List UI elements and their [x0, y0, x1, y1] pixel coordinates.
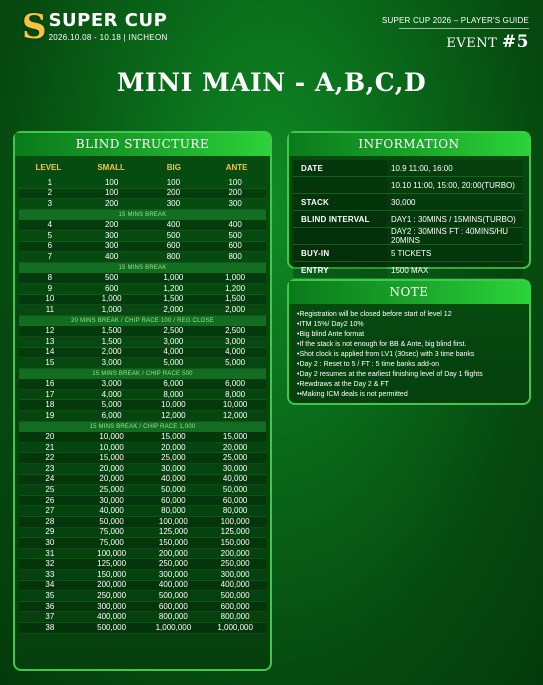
ante-cell: 25,000 — [222, 453, 248, 463]
note-panel — [287, 279, 531, 405]
blind-level-row — [19, 591, 266, 602]
blind-structure-panel — [13, 131, 272, 671]
note-item: •Shot clock is applied from LV1 (30sec) with 3 time banks — [297, 351, 475, 358]
level-cell: 37 — [45, 612, 55, 622]
ante-cell: 100,000 — [220, 516, 250, 526]
big-blind-cell: 800 — [166, 251, 181, 261]
small-blind-cell: 1,000 — [101, 304, 122, 314]
break-row: 15 MINS BREAK — [19, 210, 266, 221]
ante-cell: 300 — [228, 198, 242, 208]
logo-title: SUPER CUP — [48, 10, 168, 31]
blind-level-row — [19, 326, 266, 337]
small-blind-cell: 6,000 — [101, 410, 122, 420]
ante-cell: 20,000 — [222, 442, 248, 452]
note-item: •Day 2 resumes at the earliest finishing level of Day 1 flights — [297, 371, 483, 378]
info-row — [293, 177, 523, 194]
small-blind-cell: 300,000 — [97, 601, 127, 611]
blind-structure-title: BLIND STRUCTURE — [15, 133, 270, 156]
ante-cell: 800,000 — [220, 612, 250, 622]
col-small: SMALL — [97, 163, 125, 172]
small-blind-cell: 500,000 — [97, 622, 127, 632]
ante-cell: 200,000 — [220, 548, 250, 558]
big-blind-cell: 15,000 — [161, 432, 186, 442]
small-blind-cell: 100,000 — [97, 548, 127, 558]
big-blind-cell: 500,000 — [158, 590, 188, 600]
blind-level-row — [19, 432, 266, 443]
super-cup-logo — [22, 7, 168, 47]
big-blind-cell: 300,000 — [158, 569, 188, 579]
small-blind-cell: 20,000 — [99, 463, 124, 473]
blind-level-row — [19, 517, 266, 528]
blind-level-row — [19, 612, 266, 623]
blind-level-row — [19, 464, 266, 475]
level-cell: 29 — [45, 527, 55, 537]
blind-level-row — [19, 337, 266, 348]
big-blind-cell: 10,000 — [161, 400, 186, 410]
ante-cell: 4,000 — [225, 347, 246, 357]
small-blind-cell: 600 — [104, 283, 119, 293]
small-blind-cell: 200 — [104, 220, 119, 230]
info-value: DAY2 : 30MINS FT : 40MINS/HU 20MINS — [387, 228, 523, 244]
level-cell: 6 — [47, 241, 53, 251]
col-level: LEVEL — [35, 163, 62, 172]
info-row — [293, 228, 523, 245]
big-blind-cell: 50,000 — [161, 485, 186, 495]
big-blind-cell: 1,500 — [163, 294, 184, 304]
blind-column-headers — [15, 159, 270, 176]
blind-level-row — [19, 358, 266, 369]
small-blind-cell: 3,000 — [101, 379, 122, 389]
info-value: 10.9 11:00, 16:00 — [387, 160, 523, 176]
level-cell: 3 — [47, 198, 53, 208]
big-blind-cell: 60,000 — [161, 495, 186, 505]
blind-level-row — [19, 549, 266, 560]
big-blind-cell: 30,000 — [161, 463, 186, 473]
blind-level-row — [19, 305, 266, 316]
blind-level-row — [19, 485, 266, 496]
ante-cell: 400 — [228, 220, 242, 230]
ante-cell: 200 — [228, 188, 242, 198]
info-label: ENTRY — [293, 262, 387, 278]
small-blind-cell: 15,000 — [99, 453, 124, 463]
small-blind-cell: 10,000 — [99, 442, 124, 452]
blind-level-row — [19, 252, 266, 263]
level-cell: 14 — [45, 347, 55, 357]
small-blind-cell: 1,000 — [101, 294, 122, 304]
big-blind-cell: 5,000 — [163, 357, 184, 367]
big-blind-cell: 4,000 — [163, 347, 184, 357]
level-cell: 4 — [47, 220, 53, 230]
blind-level-row — [19, 379, 266, 390]
ante-cell: 125,000 — [220, 527, 250, 537]
level-cell: 8 — [47, 273, 53, 283]
blind-level-row — [19, 273, 266, 284]
big-blind-cell: 20,000 — [161, 442, 186, 452]
blind-level-row — [19, 411, 266, 422]
small-blind-cell: 125,000 — [97, 559, 127, 569]
logo-dates: 2026.10.08 - 10.18 | INCHEON — [48, 33, 168, 42]
level-cell: 27 — [45, 506, 55, 516]
blind-level-row — [19, 348, 266, 359]
level-cell: 9 — [47, 283, 53, 293]
event-number: EVENT #5 — [446, 32, 529, 52]
big-blind-cell: 1,200 — [163, 283, 184, 293]
blind-level-row — [19, 570, 266, 581]
note-list — [289, 304, 529, 406]
info-value: 5 TICKETS — [387, 245, 523, 261]
break-row: 15 MINS BREAK — [19, 263, 266, 274]
big-blind-cell: 1,000 — [163, 273, 184, 283]
blind-level-row — [19, 242, 266, 253]
ante-cell: 2,500 — [225, 326, 246, 336]
level-cell: 10 — [45, 294, 55, 304]
ante-cell: 800 — [228, 251, 242, 261]
ante-cell: 400,000 — [220, 580, 250, 590]
big-blind-cell: 600 — [166, 241, 181, 251]
blind-level-row — [19, 559, 266, 570]
page-title: MINI MAIN - A,B,C,D — [116, 68, 427, 97]
ante-cell: 15,000 — [222, 432, 248, 442]
big-blind-cell: 40,000 — [161, 474, 186, 484]
level-cell: 36 — [45, 601, 55, 611]
level-cell: 23 — [45, 463, 55, 473]
col-big: BIG — [166, 163, 181, 172]
blind-level-row — [19, 231, 266, 242]
small-blind-cell: 25,000 — [99, 485, 124, 495]
information-title: INFORMATION — [289, 133, 529, 156]
level-cell: 33 — [45, 569, 55, 579]
level-cell: 28 — [45, 516, 55, 526]
level-cell: 7 — [47, 251, 53, 261]
ante-cell: 150,000 — [220, 537, 250, 547]
level-cell: 24 — [45, 474, 55, 484]
ante-cell: 8,000 — [225, 389, 246, 399]
small-blind-cell: 100 — [104, 188, 119, 198]
info-value: 1500 MAX — [387, 262, 523, 278]
blind-level-row — [19, 496, 266, 507]
level-cell: 1 — [47, 177, 53, 187]
ante-cell: 60,000 — [222, 495, 248, 505]
big-blind-cell: 25,000 — [161, 453, 186, 463]
break-row: 15 MINS BREAK / CHIP RACE 500 — [19, 369, 266, 380]
small-blind-cell: 4,000 — [101, 389, 122, 399]
big-blind-cell: 300 — [166, 198, 181, 208]
note-item: •If the stack is not enough for BB & Ante, big blind first. — [297, 341, 467, 348]
ante-cell: 600,000 — [220, 601, 250, 611]
small-blind-cell: 250,000 — [97, 590, 127, 600]
info-label: STACK — [293, 194, 387, 210]
blind-level-row — [19, 443, 266, 454]
guide-divider — [399, 28, 529, 29]
level-cell: 2 — [47, 188, 53, 198]
big-blind-cell: 500 — [166, 230, 181, 240]
level-cell: 19 — [45, 410, 55, 420]
level-cell: 5 — [47, 230, 53, 240]
big-blind-cell: 3,000 — [163, 336, 184, 346]
ante-cell: 500,000 — [220, 590, 250, 600]
info-row — [293, 160, 523, 177]
small-blind-cell: 2,000 — [101, 347, 122, 357]
info-value: 30,000 — [387, 194, 523, 210]
logo-s-icon: S — [22, 7, 47, 47]
info-label — [293, 228, 387, 244]
blind-level-row — [19, 220, 266, 231]
level-cell: 35 — [45, 590, 55, 600]
blind-level-row — [19, 178, 266, 189]
small-blind-cell: 30,000 — [99, 495, 124, 505]
ante-cell: 30,000 — [222, 463, 248, 473]
big-blind-cell: 2,000 — [163, 304, 184, 314]
information-table — [289, 156, 529, 279]
small-blind-cell: 400,000 — [97, 612, 127, 622]
note-item: •Day 2 : Reset to 5 / FT : 5 time banks add-on — [297, 361, 439, 368]
info-row — [293, 245, 523, 262]
ante-cell: 500 — [228, 230, 242, 240]
ante-cell: 3,000 — [225, 336, 246, 346]
level-cell: 17 — [45, 389, 55, 399]
big-blind-cell: 12,000 — [161, 410, 186, 420]
big-blind-cell: 2,500 — [163, 326, 184, 336]
big-blind-cell: 600,000 — [158, 601, 188, 611]
level-cell: 22 — [45, 453, 55, 463]
blind-level-row — [19, 475, 266, 486]
information-panel — [287, 131, 531, 275]
small-blind-cell: 100 — [104, 177, 119, 187]
ante-cell: 100 — [228, 177, 242, 187]
big-blind-cell: 8,000 — [163, 389, 184, 399]
big-blind-cell: 100 — [166, 177, 181, 187]
note-item: •Rewdraws at the Day 2 & FT — [297, 381, 389, 388]
big-blind-cell: 6,000 — [163, 379, 184, 389]
level-cell: 11 — [45, 304, 55, 314]
ante-cell: 1,000 — [225, 273, 246, 283]
level-cell: 12 — [45, 326, 55, 336]
ante-cell: 40,000 — [222, 474, 248, 484]
level-cell: 20 — [45, 432, 55, 442]
level-cell: 32 — [45, 559, 55, 569]
ante-cell: 2,000 — [225, 304, 246, 314]
ante-cell: 1,500 — [225, 294, 246, 304]
level-cell: 13 — [45, 336, 55, 346]
blind-level-row — [19, 295, 266, 306]
blind-level-row — [19, 189, 266, 200]
big-blind-cell: 1,000,000 — [155, 622, 192, 632]
blind-level-row — [19, 284, 266, 295]
small-blind-cell: 50,000 — [99, 516, 124, 526]
small-blind-cell: 200 — [104, 198, 119, 208]
small-blind-cell: 1,500 — [101, 326, 122, 336]
blind-level-row — [19, 400, 266, 411]
ante-cell: 10,000 — [222, 400, 248, 410]
info-label: BUY-IN — [293, 245, 387, 261]
blind-level-row — [19, 538, 266, 549]
blind-level-row — [19, 506, 266, 517]
info-value: 10.10 11:00, 15:00, 20:00(TURBO) — [387, 177, 523, 193]
note-item: •ITM 15%/ Day2 10% — [297, 321, 364, 328]
blind-level-row — [19, 581, 266, 592]
players-guide-label: SUPER CUP 2026 – PLAYER'S GUIDE — [381, 16, 529, 25]
big-blind-cell: 400 — [166, 220, 181, 230]
note-title: NOTE — [289, 281, 529, 304]
big-blind-cell: 800,000 — [158, 612, 188, 622]
small-blind-cell: 300 — [104, 230, 119, 240]
note-item: •Big blind Ante format — [297, 331, 365, 338]
small-blind-cell: 75,000 — [99, 527, 124, 537]
col-ante: ANTE — [225, 163, 248, 172]
info-row — [293, 194, 523, 211]
blind-table-body — [15, 176, 270, 634]
break-row: 15 MINS BREAK / CHIP RACE 1,000 — [19, 422, 266, 433]
level-cell: 15 — [45, 357, 55, 367]
info-value: DAY1 : 30MINS / 15MINS(TURBO) — [387, 211, 523, 227]
ante-cell: 80,000 — [222, 506, 248, 516]
small-blind-cell: 10,000 — [99, 432, 124, 442]
blind-level-row — [19, 602, 266, 613]
small-blind-cell: 75,000 — [99, 537, 124, 547]
level-cell: 34 — [45, 580, 55, 590]
small-blind-cell: 40,000 — [99, 506, 124, 516]
level-cell: 31 — [45, 548, 55, 558]
info-label: BLIND INTERVAL — [293, 211, 387, 227]
level-cell: 16 — [45, 379, 55, 389]
big-blind-cell: 150,000 — [158, 537, 188, 547]
ante-cell: 12,000 — [222, 410, 248, 420]
ante-cell: 1,200 — [225, 283, 246, 293]
big-blind-cell: 80,000 — [161, 506, 186, 516]
info-label — [293, 177, 387, 193]
header — [0, 0, 543, 60]
big-blind-cell: 200 — [166, 188, 181, 198]
big-blind-cell: 100,000 — [158, 516, 188, 526]
level-cell: 30 — [45, 537, 55, 547]
ante-cell: 1,000,000 — [217, 622, 253, 632]
blind-level-row — [19, 623, 266, 634]
small-blind-cell: 500 — [104, 273, 119, 283]
level-cell: 21 — [45, 442, 55, 452]
big-blind-cell: 200,000 — [158, 548, 188, 558]
ante-cell: 250,000 — [220, 559, 250, 569]
big-blind-cell: 125,000 — [158, 527, 188, 537]
small-blind-cell: 400 — [104, 251, 119, 261]
info-row — [293, 262, 523, 279]
note-item: •Registration will be closed before start of level 12 — [297, 311, 452, 318]
ante-cell: 300,000 — [220, 569, 250, 579]
blind-level-row — [19, 199, 266, 210]
small-blind-cell: 5,000 — [101, 400, 122, 410]
ante-cell: 50,000 — [222, 485, 248, 495]
ante-cell: 600 — [228, 241, 242, 251]
info-row — [293, 211, 523, 228]
level-cell: 25 — [45, 485, 55, 495]
blind-level-row — [19, 453, 266, 464]
big-blind-cell: 400,000 — [158, 580, 188, 590]
blind-level-row — [19, 390, 266, 401]
big-blind-cell: 250,000 — [158, 559, 188, 569]
small-blind-cell: 20,000 — [99, 474, 124, 484]
small-blind-cell: 150,000 — [97, 569, 127, 579]
small-blind-cell: 1,500 — [101, 336, 122, 346]
small-blind-cell: 3,000 — [101, 357, 122, 367]
ante-cell: 6,000 — [225, 379, 246, 389]
blind-level-row — [19, 528, 266, 539]
info-label: DATE — [293, 160, 387, 176]
small-blind-cell: 200,000 — [97, 580, 127, 590]
break-row: 20 MINS BREAK / CHIP RACE 100 / REG CLOSE — [19, 316, 266, 327]
small-blind-cell: 300 — [104, 241, 119, 251]
note-item: ••Making ICM deals is not permitted — [297, 391, 408, 398]
level-cell: 38 — [45, 622, 55, 632]
level-cell: 26 — [45, 495, 55, 505]
level-cell: 18 — [45, 400, 55, 410]
ante-cell: 5,000 — [225, 357, 246, 367]
